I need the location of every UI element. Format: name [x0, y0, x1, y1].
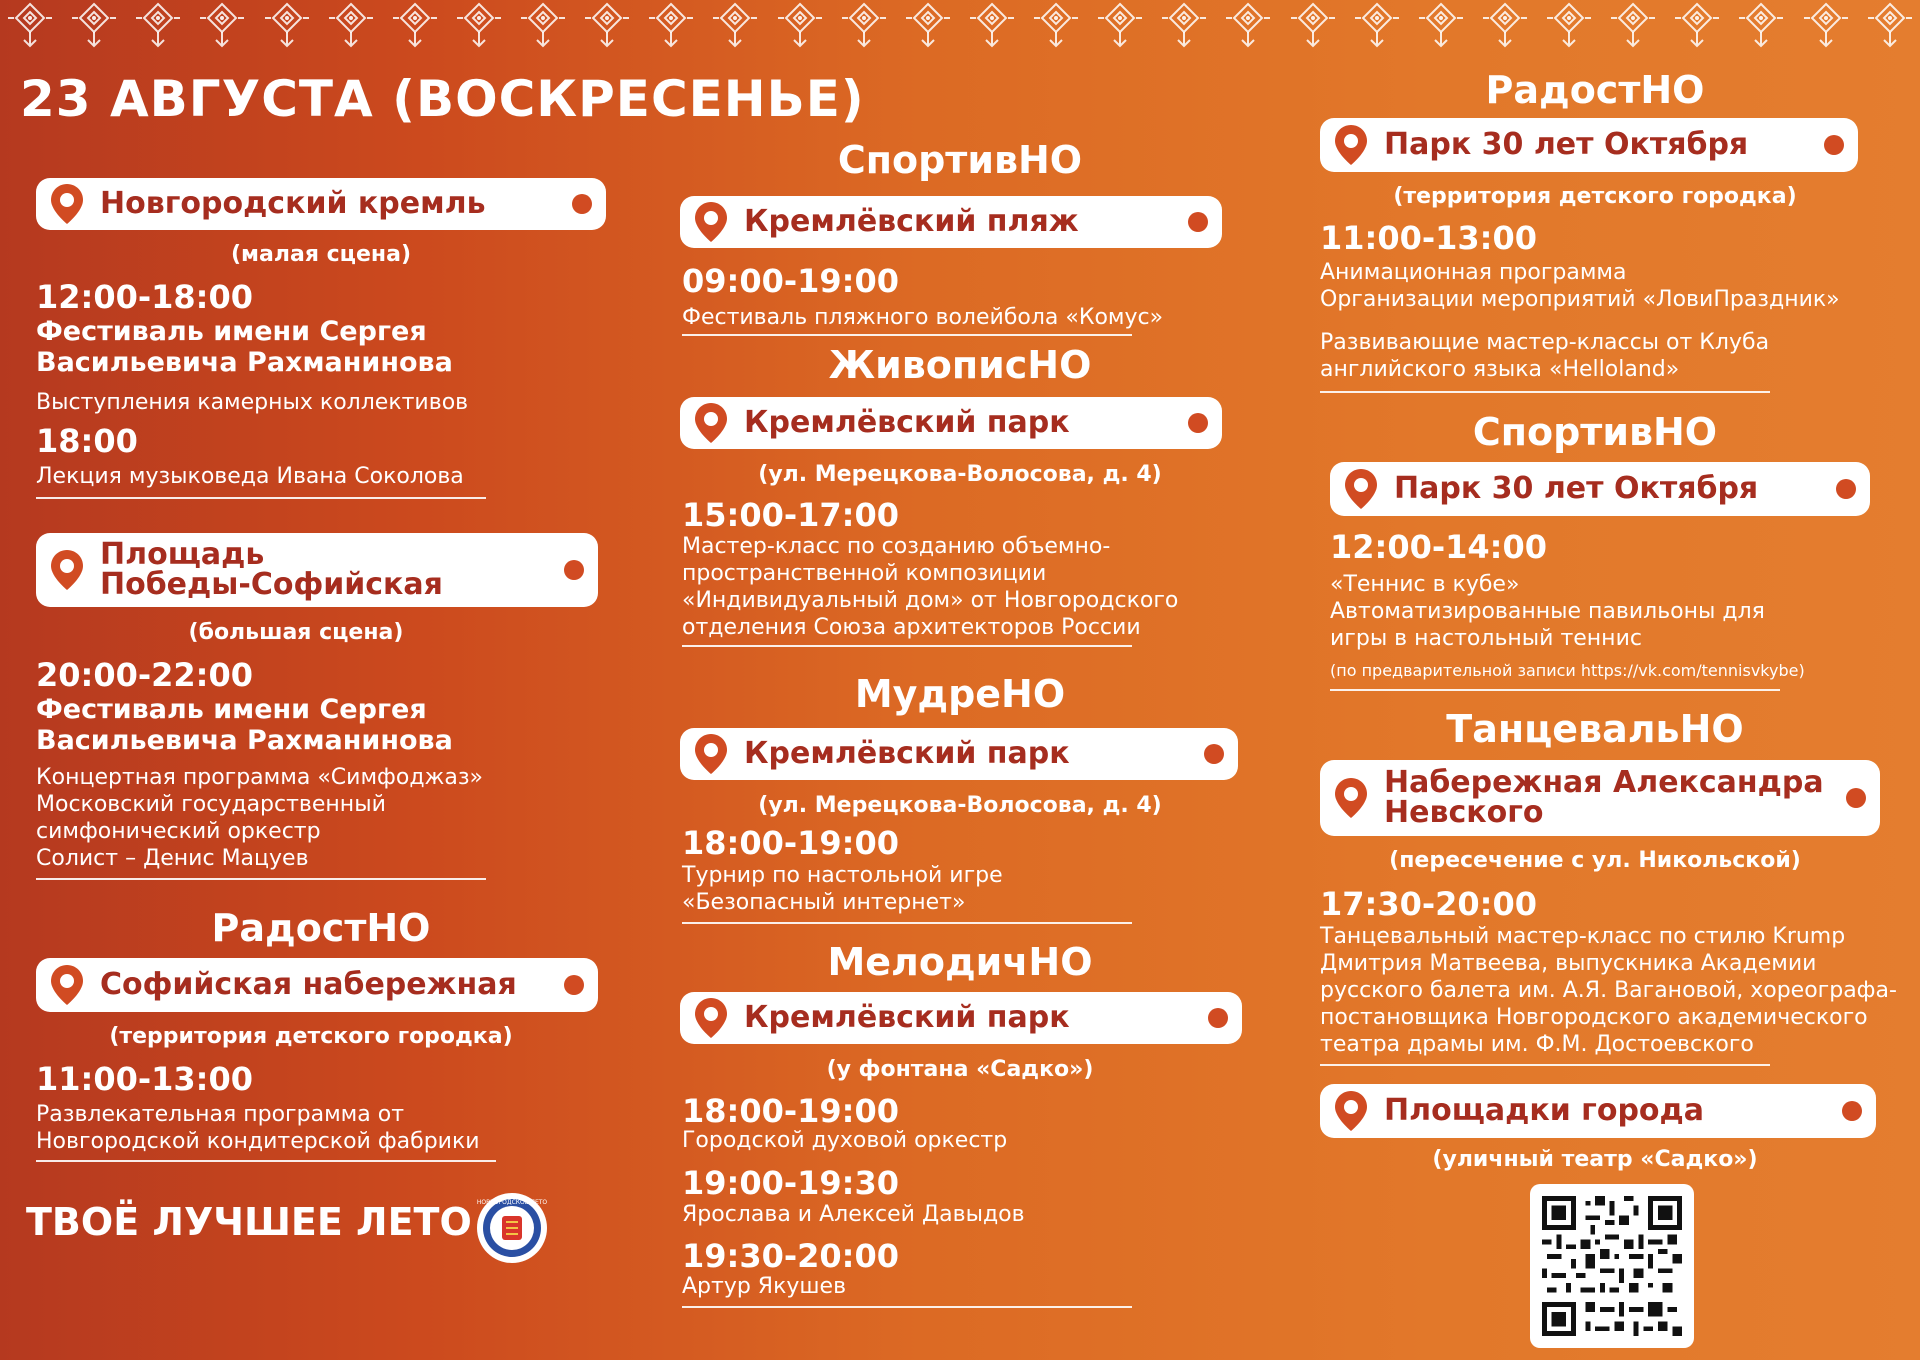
description-line: русского балета им. А.Я. Вагановой, хореографа- [1320, 978, 1897, 1003]
ornament-motif-icon [132, 0, 184, 52]
location-pill [36, 533, 598, 607]
pill-dot-icon [564, 560, 584, 580]
divider [682, 645, 1132, 647]
location-name: Парк 30 лет Октября [1384, 127, 1749, 162]
description-line: Дмитрия Матвеева, выпускника Академии [1320, 951, 1817, 976]
location-name-line1: Набережная Александра [1384, 765, 1824, 800]
location-pin-icon [692, 996, 730, 1040]
location-subtitle: (пересечение с ул. Никольской) [1389, 848, 1801, 873]
ornament-motif-icon [1287, 0, 1339, 52]
location-pin-icon [1332, 776, 1370, 820]
event-time: 18:00-19:00 [682, 1092, 899, 1130]
category-title: МелодичНО [827, 940, 1093, 984]
event-description [1320, 329, 1890, 383]
category-title: СпортивНО [1472, 410, 1718, 454]
event-description [36, 1101, 596, 1155]
description-line: Развивающие мастер-классы от Клуба [1320, 330, 1770, 355]
event-time: 18:00 [36, 422, 138, 460]
ornament-motif-icon [325, 0, 377, 52]
event-description [1320, 259, 1890, 313]
pill-dot-icon [1842, 1101, 1862, 1121]
divider [36, 878, 486, 880]
ornament-motif-icon [1158, 0, 1210, 52]
location-name: Кремлёвский парк [744, 736, 1070, 771]
location-pill [1320, 760, 1880, 836]
pill-dot-icon [1824, 135, 1844, 155]
category-title: ТанцевальНО [1446, 707, 1744, 751]
divider [1330, 689, 1780, 691]
divider [1320, 391, 1770, 393]
ornament-motif-icon [1030, 0, 1082, 52]
location-name: Площадки города [1384, 1093, 1704, 1128]
event-description: Выступления камерных коллективов [36, 390, 469, 415]
ornament-motif-icon [1351, 0, 1403, 52]
svg-text:НОВГОРОДСКОЕ ЛЕТО: НОВГОРОДСКОЕ ЛЕТО [476, 1199, 548, 1206]
location-subtitle: (территория детского городка) [1393, 184, 1797, 209]
ornament-motif-icon [196, 0, 248, 52]
event-description: Лекция музыковеда Ивана Соколова [36, 464, 464, 489]
ornament-motif-icon [966, 0, 1018, 52]
location-name: Парк 30 лет Октября [1394, 471, 1759, 506]
qr-code[interactable] [1530, 1184, 1694, 1348]
page-title: 23 АВГУСТА (ВОСКРЕСЕНЬЕ) [20, 70, 865, 128]
location-subtitle: (малая сцена) [231, 242, 411, 267]
description-line: пространственной композиции [682, 561, 1047, 586]
description-line: Организации мероприятий «ЛовиПраздник» [1320, 287, 1840, 312]
location-pill [680, 196, 1222, 248]
event-description: Ярослава и Алексей Давыдов [682, 1202, 1025, 1227]
event-description [1320, 923, 1900, 1058]
ornament-motif-icon [774, 0, 826, 52]
description-line: отделения Союза архитекторов России [682, 615, 1141, 640]
divider [682, 922, 1132, 924]
ornament-motif-icon [838, 0, 890, 52]
divider [1320, 1064, 1770, 1066]
location-name: Новгородский кремль [100, 186, 486, 221]
description-line: «Индивидуальный дом» от Новгородского [682, 588, 1179, 613]
event-description: Городской духовой оркестр [682, 1128, 1008, 1153]
location-pill [680, 397, 1222, 449]
location-name-line2: Победы-Софийская [100, 567, 443, 602]
location-pin-icon [692, 732, 730, 776]
description-line: Московский государственный [36, 792, 386, 817]
pill-dot-icon [572, 194, 592, 214]
location-pin-icon [1332, 123, 1370, 167]
location-pin-icon [692, 401, 730, 445]
event-time: 19:30-20:00 [682, 1237, 899, 1275]
location-name: Софийская набережная [100, 967, 517, 1002]
location-pill [1330, 462, 1870, 516]
location-subtitle: (у фонтана «Садко») [826, 1057, 1094, 1082]
location-name: Кремлёвский парк [744, 1000, 1070, 1035]
location-name: Кремлёвский парк [744, 405, 1070, 440]
event-time: 12:00-18:00 [36, 278, 253, 316]
location-name: Кремлёвский пляж [744, 204, 1079, 239]
event-time: 09:00-19:00 [682, 262, 899, 300]
event-time: 11:00-13:00 [36, 1060, 253, 1098]
location-pin-icon [1332, 1089, 1370, 1133]
event-description: Фестиваль пляжного волейбола «Комус» [682, 305, 1164, 330]
event-time: 15:00-17:00 [682, 496, 899, 534]
location-pill [680, 992, 1242, 1044]
pill-dot-icon [1208, 1008, 1228, 1028]
description-line: «Безопасный интернет» [682, 890, 966, 915]
event-time: 12:00-14:00 [1330, 528, 1547, 566]
event-time: 17:30-20:00 [1320, 885, 1537, 923]
ornament-motif-icon [68, 0, 120, 52]
pill-dot-icon [1846, 788, 1866, 808]
category-title: РадостНО [1485, 68, 1705, 112]
ornament-motif-icon [1543, 0, 1595, 52]
divider [682, 334, 1132, 336]
brand-slogan: ТВОЁ ЛУЧШЕЕ ЛЕТО [26, 1200, 472, 1244]
location-subtitle: (большая сцена) [188, 620, 404, 645]
ornament-motif-icon [1800, 0, 1852, 52]
location-subtitle: (уличный театр «Садко») [1432, 1147, 1758, 1172]
location-name-line1: Площадь [100, 537, 265, 572]
divider [36, 1160, 496, 1162]
description-line: Новгородской кондитерской фабрики [36, 1129, 480, 1154]
location-name-line2: Невского [1384, 795, 1544, 830]
event-time: 18:00-19:00 [682, 824, 899, 862]
ornament-motif-icon [902, 0, 954, 52]
ornament-motif-icon [1094, 0, 1146, 52]
ornament-motif-icon [1735, 0, 1787, 52]
description-line: «Теннис в кубе» [1330, 572, 1520, 597]
divider [682, 1306, 1132, 1308]
description-line: английского языка «Helloland» [1320, 357, 1680, 382]
ornament-motif-icon [261, 0, 313, 52]
ornament-border [0, 0, 1920, 56]
category-title: СпортивНО [837, 138, 1083, 182]
description-line: Танцевальный мастер-класс по стилю Krump [1320, 924, 1846, 949]
pill-dot-icon [1188, 413, 1208, 433]
pill-dot-icon [1188, 212, 1208, 232]
ornament-motif-icon [645, 0, 697, 52]
pill-dot-icon [564, 975, 584, 995]
location-pin-icon [1342, 467, 1380, 511]
event-description [1330, 571, 1890, 652]
location-subtitle: (ул. Мерецкова-Волосова, д. 4) [758, 793, 1162, 818]
event-time: 19:00-19:30 [682, 1164, 899, 1202]
description-line: Турнир по настольной игре [682, 863, 1003, 888]
description-line: Анимационная программа [1320, 260, 1627, 285]
location-pin-icon [48, 182, 86, 226]
description-line: Солист – Денис Мацуев [36, 846, 309, 871]
ornament-motif-icon [1479, 0, 1531, 52]
ornament-motif-icon [709, 0, 761, 52]
location-pin-icon [692, 200, 730, 244]
location-subtitle: (ул. Мерецкова-Волосова, д. 4) [758, 462, 1162, 487]
event-description [36, 764, 596, 872]
ornament-motif-icon [453, 0, 505, 52]
description-line: игры в настольный теннис [1330, 626, 1642, 651]
qr-code-icon [1542, 1196, 1682, 1336]
pill-dot-icon [1204, 744, 1224, 764]
location-pill [1320, 1084, 1876, 1138]
ornament-motif-icon [1671, 0, 1723, 52]
location-pill [36, 178, 606, 230]
ornament-motif-icon [581, 0, 633, 52]
description-line: Развлекательная программа от [36, 1102, 405, 1127]
ornament-motif-icon [1415, 0, 1467, 52]
ornament-motif-icon [389, 0, 441, 52]
event-description [682, 862, 1242, 916]
category-title: ЖивописНО [828, 343, 1092, 387]
novgorod-summer-logo [476, 1192, 548, 1264]
location-subtitle: (территория детского городка) [109, 1024, 513, 1049]
event-description [682, 533, 1242, 641]
ornament-motif-icon [4, 0, 56, 52]
ornament-motif-icon [1864, 0, 1916, 52]
event-description: Артур Якушев [682, 1274, 847, 1299]
location-pill [1320, 118, 1858, 172]
ornament-motif-icon [1607, 0, 1659, 52]
category-title: РадостНО [211, 906, 431, 950]
description-line: постановщика Новгородского академического [1320, 1005, 1868, 1030]
ornament-motif-icon [517, 0, 569, 52]
description-line: Концертная программа «Симфоджаз» [36, 765, 483, 790]
location-pin-icon [48, 548, 86, 592]
location-pin-icon [48, 963, 86, 1007]
location-pill [36, 958, 598, 1012]
registration-note: (по предварительной записи https://vk.com/tennisvkybe) [1330, 661, 1805, 680]
divider [36, 497, 486, 499]
description-line: Автоматизированные павильоны для [1330, 599, 1765, 624]
category-title: МудреНО [854, 672, 1066, 716]
event-time: 11:00-13:00 [1320, 219, 1537, 257]
event-title: Фестиваль имени Сергея Васильевича Рахманинова [36, 694, 453, 756]
event-title: Фестиваль имени Сергея Васильевича Рахманинова [36, 316, 453, 378]
description-line: симфонический оркестр [36, 819, 321, 844]
event-time: 20:00-22:00 [36, 656, 253, 694]
description-line: театра драмы им. Ф.М. Достоевского [1320, 1032, 1754, 1057]
pill-dot-icon [1836, 479, 1856, 499]
location-pill [680, 728, 1238, 780]
ornament-motif-icon [1222, 0, 1274, 52]
description-line: Мастер-класс по созданию объемно- [682, 534, 1111, 559]
